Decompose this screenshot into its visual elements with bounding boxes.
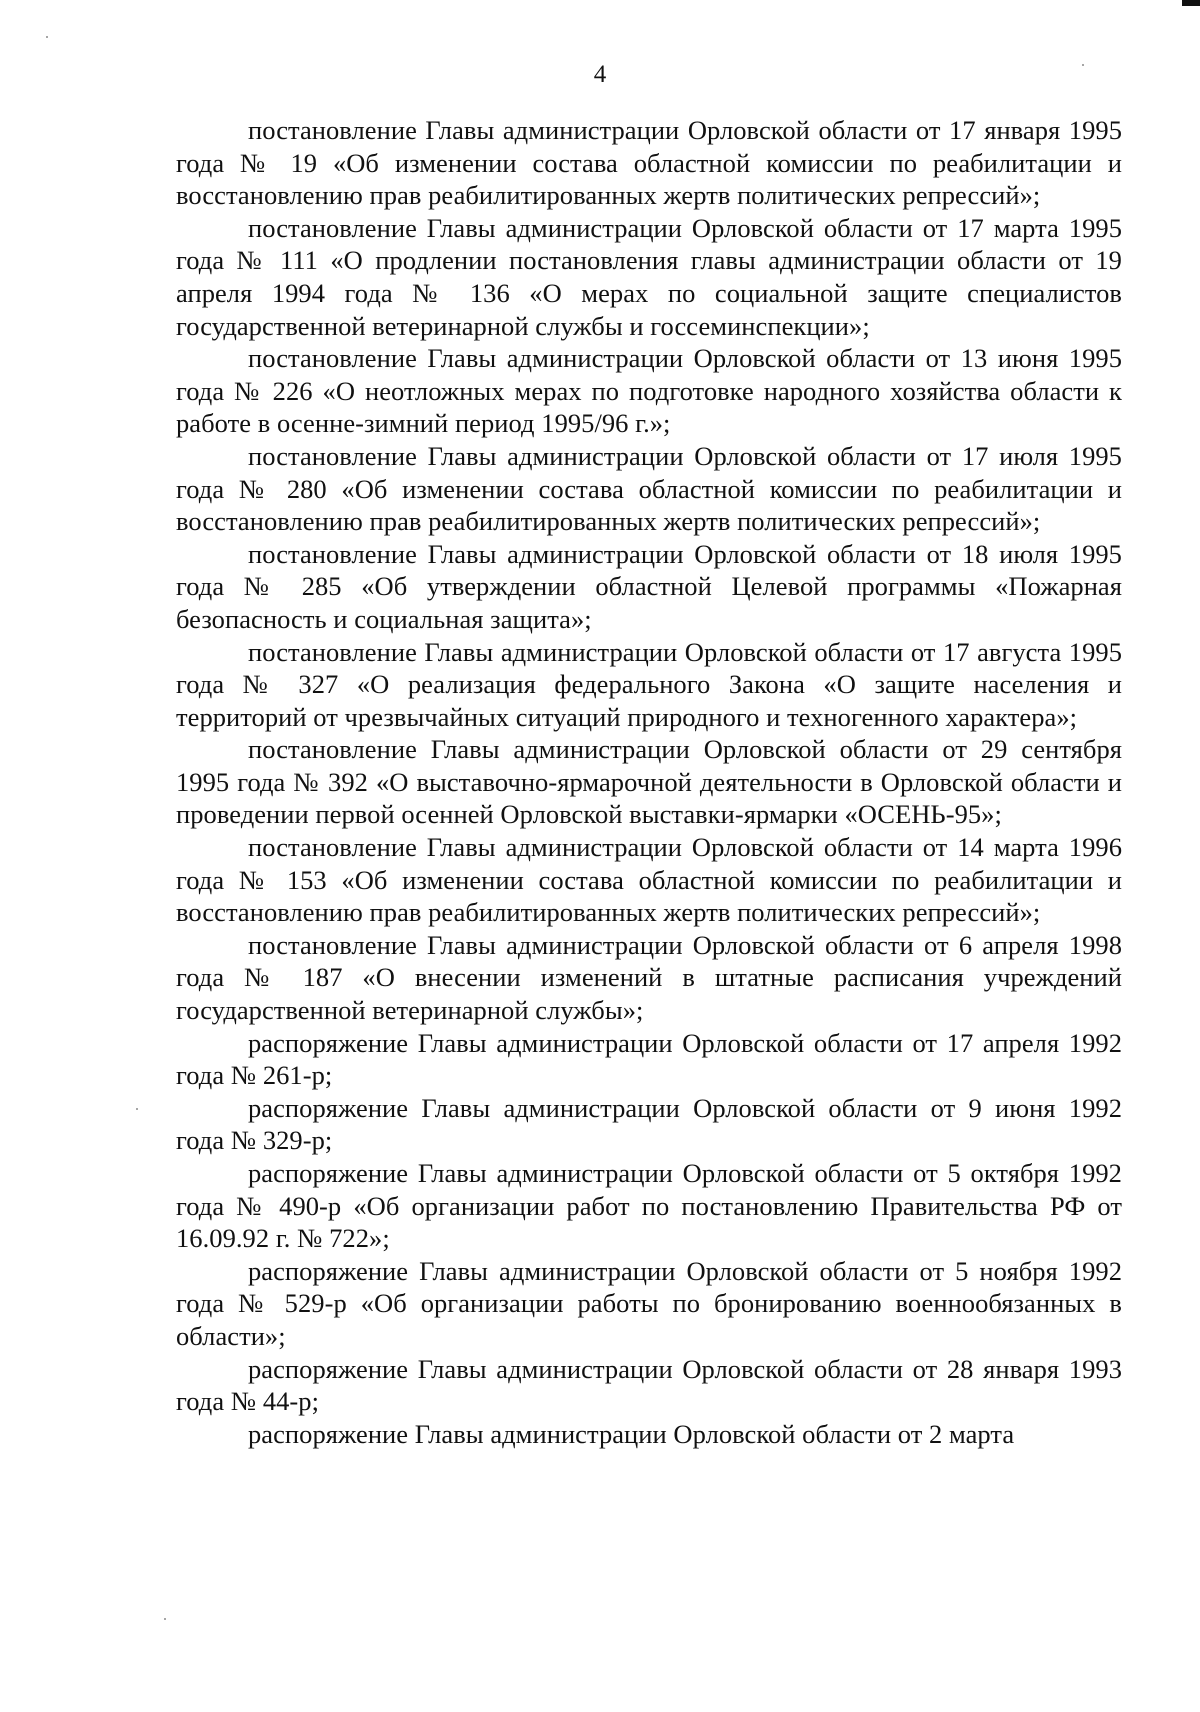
- page-number: 4: [593, 61, 607, 88]
- paragraph: распоряжение Главы администрации Орловской области от 9 июня 1992 года № 329-р;: [176, 1092, 1122, 1156]
- scan-speck: [136, 1108, 138, 1110]
- paragraph: постановление Главы администрации Орловской области от 17 января 1995 года № 19 «Об изменении состава областной комиссии по реабилитации и восстановлению прав реабилитированных жертв политических репрессий»;: [176, 115, 1122, 211]
- paragraph: распоряжение Главы администрации Орловской области от 17 апреля 1992 года № 261-р;: [176, 1027, 1122, 1091]
- paragraph: постановление Главы администрации Орловской области от 13 июня 1995 года № 226 «О неотложных мерах по подготовке народного хозяйства области к работе в осенне-зимний период 1995/96 г.»;: [176, 343, 1122, 439]
- document-body: [176, 114, 1122, 1450]
- paragraph: постановление Главы администрации Орловской области от 17 марта 1995 года № 111 «О продлении постановления главы администрации области от 19 апреля 1994 года № 136 «О мерах по социальной защите специалистов государственной ветеринарной службы и госсеминспекции»;: [176, 212, 1122, 341]
- paragraph: распоряжение Главы администрации Орловской области от 5 ноября 1992 года № 529-р «Об организации работы по бронированию военнообязанных в области»;: [176, 1255, 1122, 1351]
- paragraph: постановление Главы администрации Орловской области от 29 сентября 1995 года № 392 «О выставочно-ярмарочной деятельности в Орловской области и проведении первой осенней Орловской выставки-ярмарки «ОСЕНЬ-95»;: [176, 734, 1122, 830]
- paragraph: постановление Главы администрации Орловской области от 14 марта 1996 года № 153 «Об изменении состава областной комиссии по реабилитации и восстановлению прав реабилитированных жертв политических репрессий»;: [176, 832, 1122, 928]
- paragraph: распоряжение Главы администрации Орловской области от 5 октября 1992 года № 490-р «Об организации работ по постановлению Правительства РФ от 16.09.92 г. № 722»;: [176, 1158, 1122, 1254]
- scan-speck: [164, 1618, 166, 1620]
- paragraph: постановление Главы администрации Орловской области от 18 июля 1995 года № 285 «Об утверждении областной Целевой программы «Пожарная безопасность и социальная защита»;: [176, 538, 1122, 634]
- scan-edge-mark: [1182, 0, 1200, 6]
- paragraph: постановление Главы администрации Орловской области от 6 апреля 1998 года № 187 «О внесении изменений в штатные расписания учреждений государственной ветеринарной службы»;: [176, 929, 1122, 1026]
- paragraph: постановление Главы администрации Орловской области от 17 августа 1995 года № 327 «О реализация федерального Закона «О защите населения и территорий от чрезвычайных ситуаций природного и техногенного характера»;: [176, 636, 1122, 732]
- paragraph: постановление Главы администрации Орловской области от 17 июля 1995 года № 280 «Об изменении состава областной комиссии по реабилитации и восстановлению прав реабилитированных жертв политических репрессий»;: [176, 440, 1122, 537]
- paragraph: распоряжение Главы администрации Орловской области от 2 марта: [248, 1418, 1015, 1449]
- scan-speck: [46, 36, 48, 38]
- paragraph: распоряжение Главы администрации Орловской области от 28 января 1993 года № 44-р;: [176, 1353, 1122, 1417]
